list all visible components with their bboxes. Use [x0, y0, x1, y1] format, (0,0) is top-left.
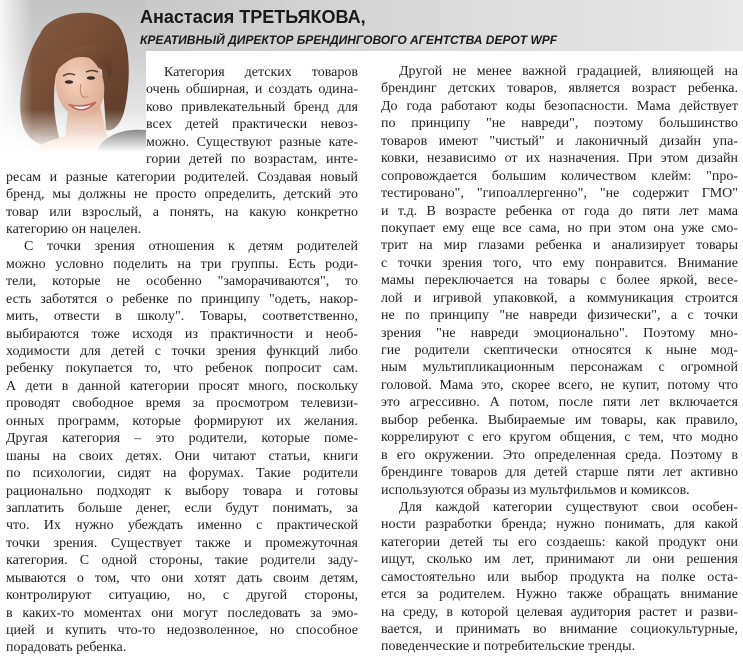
text-line: в его окружении. Это определенная среда. Поэтому в — [381, 447, 738, 463]
text-line: брендинг детских товаров, является возраст ребенка. — [381, 81, 738, 97]
text-line: цией и купить что-то недозволенное, но способное — [6, 623, 358, 638]
text-line: категории детей ты его создаешь: какой продукт они — [381, 534, 738, 550]
text-line: категория. С одной стороны, такие родители заду- — [6, 553, 358, 569]
text-line: рационально подходят к выбору товара и готовы — [6, 483, 358, 499]
text-line: можно условно поделить на три группы. Есть роди- — [6, 256, 358, 272]
text-line: гие родители скептически относятся к ныне мод- — [381, 343, 738, 358]
text-line: используются образы из мультфильмов и комиксов. — [381, 482, 690, 498]
text-line: ковки, независимо от их назначения. При этом дизайн — [381, 151, 738, 167]
text-line: головой. Мама это, скорее всего, не купит, потому что — [381, 377, 738, 393]
text-line: мываются о том, что они хотят дать своим детям, — [6, 570, 358, 586]
text-line: ребенку покупается то, что ребенок попросит сам. — [6, 361, 358, 377]
text-line: ково привлекательный бренд для — [146, 99, 358, 115]
text-line: тестировано", "гипоаллергенно", "не содержит ГМО" — [381, 186, 738, 202]
text-line: зрения "не навреди эмоционально". Поэтому мно- — [381, 325, 738, 341]
text-line: всех детей практически невоз- — [146, 117, 358, 133]
text-line: это агрессивно. А потом, после пяти лет включается — [381, 395, 738, 411]
text-line: сопровождается большим количеством клейм: "про- — [381, 168, 738, 184]
text-line: трит на мир глазами ребенка и анализирует товары — [381, 238, 738, 254]
text-line: Другая категория – это родители, которые поме- — [6, 431, 358, 447]
author-name: Анастасия ТРЕТЬЯКОВА, — [140, 7, 366, 27]
paragraph — [381, 499, 738, 656]
text-line: мить, отвести в школу". Товары, соответственно, — [6, 309, 358, 325]
text-line: ется за родителем. Нужно также обращать внимание — [381, 587, 738, 603]
text-line: товаров имеют "чистый" и лаконичный дизайн упа- — [381, 133, 738, 149]
text-line: вается, и принимать во внимание социокультурные, — [381, 622, 738, 637]
text-line: не по принципу "не навреди физически", а с точки — [381, 308, 738, 324]
text-line: Категория детских товаров — [164, 65, 358, 80]
text-line: точки зрения. Существует также и промежуточная — [6, 535, 358, 551]
text-line: по психологии, сидят на форумах. Такие родители — [6, 466, 358, 482]
text-line: контролируют ситуацию, но, с другой стороны, — [6, 588, 358, 604]
text-line: Для каждой категории существуют свои особен- — [399, 499, 738, 515]
text-line: есть заботятся о ребенке по принципу "одеть, накор- — [6, 291, 358, 307]
text-line: по принципу "не навреди", поэтому большинство — [381, 116, 738, 132]
text-line: самостоятельно или выбор продукта на полке оста- — [381, 569, 738, 585]
text-line: заплатить больше денег, если будут понимать, за — [6, 500, 358, 516]
paragraph — [381, 63, 738, 499]
text-line: выбор ребенка. Выбираемые им товары, как правило, — [381, 412, 738, 428]
text-line: коррелируют с его кругом общения, с тем, что модно — [381, 430, 738, 446]
text-line: порадовать ребенка. — [6, 640, 127, 656]
text-line: на среду, в которой целевая аудитория растет и разви- — [381, 604, 738, 620]
author-title: КРЕАТИВНЫЙ ДИРЕКТОР БРЕНДИНГОВОГО АГЕНТСТВА DEPOT WPF — [140, 33, 558, 47]
text-line: что. Их нужно убеждать именно с практической — [6, 518, 358, 534]
paragraph — [6, 238, 358, 657]
text-line: товар или взрослый, а понять, на какую конкретно — [6, 204, 358, 220]
text-line: гории детей по возрастам, инте- — [146, 152, 358, 168]
text-line: шаны на своих детях. Они читают статьи, книги — [6, 448, 358, 464]
text-line: Другой не менее важной градацией, влияющей на — [399, 64, 738, 79]
text-line: покупает ему еще все сама, но при этом она уже смо- — [381, 220, 738, 236]
right-column — [381, 63, 738, 656]
text-line: с точки зрения того, что ему понравится. Внимание — [381, 255, 738, 271]
text-line: бренд, мы должны не просто определить, детский это — [6, 187, 358, 203]
text-line: тели, которые не особенно "заморачиваются", то — [6, 274, 358, 290]
text-line: категорию он нацелен. — [6, 221, 142, 237]
text-line: мамы переключается на товары с более яркой, весе- — [381, 273, 738, 289]
text-line: и т.д. В возрасте ребенка от года до пяти лет мама — [381, 203, 738, 219]
text-line: поведенческие и потребительские тренды. — [381, 639, 636, 655]
text-line: онных программ, которые формируют их желания. — [6, 413, 358, 429]
text-line: ности разработки бренда; нужно понимать, для какой — [381, 517, 738, 533]
left-column — [6, 64, 358, 657]
text-line: лой и игривой упаковкой, а коммуникация строится — [381, 290, 738, 306]
paragraph — [6, 64, 358, 238]
text-line: ищут, сколько им лет, принимают ли они решения — [381, 552, 738, 568]
text-line: можно. Существуют разные кате- — [146, 134, 358, 150]
text-line: очень обширная, и создать одина- — [146, 82, 358, 98]
text-line: проводят свободное время за просмотром телевизи- — [6, 396, 358, 412]
text-line: в каких-то моментах они могут последовать за эмо- — [6, 605, 358, 621]
text-line: С точки зрения отношения к детям родителей — [24, 239, 358, 255]
text-line: ным мультипликационным персонажам с огромной — [381, 360, 738, 376]
text-line: А дети в данной категории просят много, поскольку — [6, 378, 358, 394]
text-line: До года работают коды безопасности. Мама действует — [381, 98, 738, 114]
text-line: ходимости для детей с точки зрения функций либо — [6, 344, 358, 359]
text-line: брендинге товаров для детей старше пяти лет активно — [381, 465, 738, 481]
text-line: ресам и разные категории родителей. Создавая новый — [6, 169, 358, 185]
text-line: выбираются тоже исходя из практичности и необ- — [6, 326, 358, 342]
